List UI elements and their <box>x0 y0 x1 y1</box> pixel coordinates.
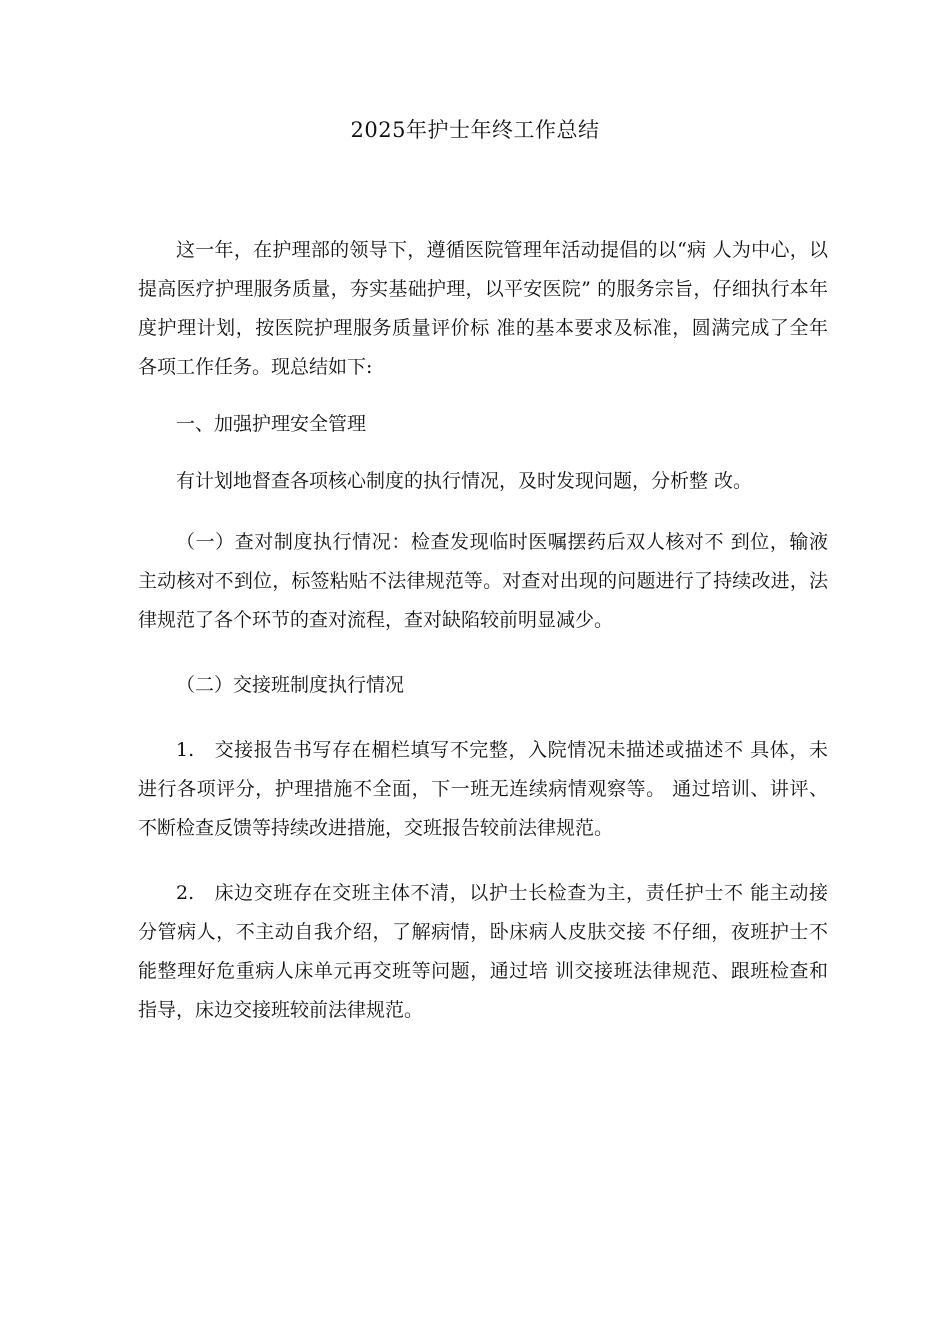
list-item-number: 2. <box>176 882 195 904</box>
document-title: 2025年护士年终工作总结 <box>350 118 600 142</box>
subsection-heading: （二）交接班制度执行情况 <box>176 674 405 696</box>
list-item-text: 床边交班存在交班主体不清，以护士长检查为主，责任护士不 能主动接分管病人，不主动自我介绍，了解病情，卧床病人皮肤交接 不仔细，夜班护士不能整理好危重病人床单元再交班等问题，通过培 训交接班法律规范、跟班检查和指导，床边交接班较前法律规范。 <box>138 882 828 1021</box>
list-item <box>138 731 828 848</box>
document-body <box>138 231 828 1030</box>
list-item-number: 1. <box>176 739 195 761</box>
list-item-text: 交接报告书写存在楣栏填写不完整，入院情况未描述或描述不 具体，未进行各项评分，护理措施不全面，下一班无连续病情观察等。 通过培训、讲评、不断检查反馈等持续改进措施，交班报告较前法律规范。 <box>138 739 828 839</box>
section-heading: 一、加强护理安全管理 <box>176 413 367 435</box>
subsection-paragraph: （一）查对制度执行情况：检查发现临时医嘱摆药后双人核对不 到位，输液主动核对不到位，标签粘贴不法律规范等。对查对出现的问题进行了持续改进，法律规范了各个环节的查对流程，查对缺陷较前明显减少。 <box>138 531 828 631</box>
section-intro-paragraph: 有计划地督查各项核心制度的执行情况，及时发现问题，分析整 改。 <box>176 470 753 492</box>
list-item <box>138 874 828 1030</box>
intro-paragraph: 这一年，在护理部的领导下，遵循医院管理年活动提倡的以“病 人为中心，以提高医疗护理服务质量，夯实基础护理，以平安医院” 的服务宗旨，仔细执行本年度护理计划，按医院护理服务质量评价标 准的基本要求及标准，圆满完成了全年各项工作任务。现总结如下: <box>138 239 828 378</box>
